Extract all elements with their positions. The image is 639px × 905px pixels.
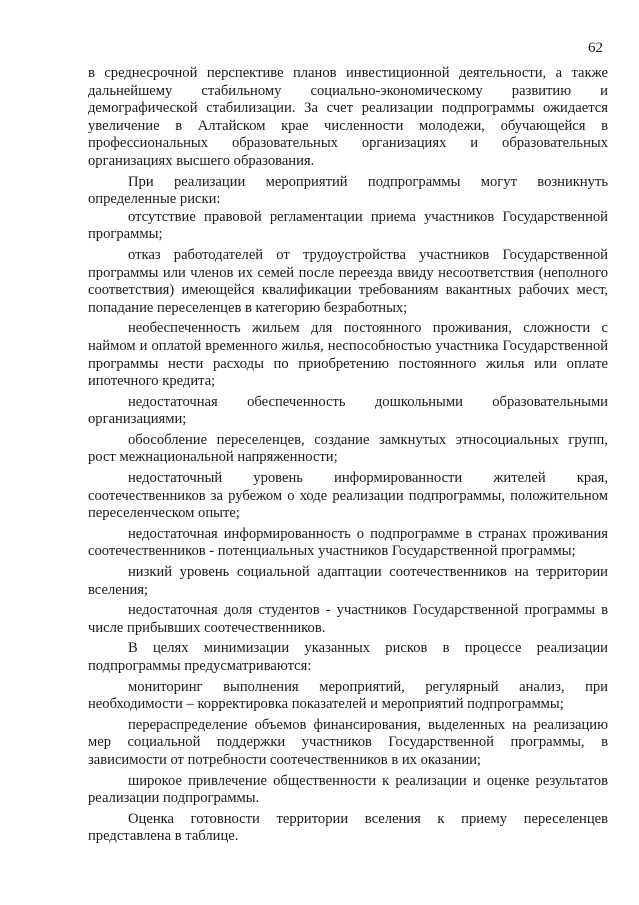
list-item: обособление переселенцев, создание замкнутых этносоциальных групп, рост межнациональной напряженности; xyxy=(88,431,608,466)
list-item: недостаточная доля студентов - участников Государственной программы в числе прибывших соотечественников. xyxy=(88,602,608,636)
paragraph: В целях минимизации указанных рисков в процессе реализации подпрограммы предусматриваются: xyxy=(88,640,608,674)
list-item: необеспеченность жильем для постоянного проживания, сложности с наймом и оплатой временного жилья, неспособностью участника Государственной программы нести расходы по приобретению постоянного жилья или оплате ипотечного кредита; xyxy=(88,320,608,390)
page-number: 62 xyxy=(588,40,603,56)
paragraph: При реализации мероприятий подпрограммы могут возникнуть определенные риски: xyxy=(88,173,608,208)
paragraph: в среднесрочной перспективе планов инвестиционной деятельности, а также дальнейшему стабильному социально-экономическому развитию и демографической стабилизации. За счет реализации подпрограммы ожидается увеличение в Алтайском крае численности молодежи, обучающейся в профессиональных образовательных организациях и образовательных организациях высшего образования. xyxy=(88,65,608,169)
list-item: отсутствие правовой регламентации приема участников Государственной программы; xyxy=(88,208,608,243)
list-item: мониторинг выполнения мероприятий, регулярный анализ, при необходимости – корректировка показателей и мероприятий подпрограммы; xyxy=(88,678,608,713)
list-item: низкий уровень социальной адаптации соотечественников на территории вселения; xyxy=(88,564,608,598)
list-item: недостаточная информированность о подпрограмме в странах проживания соотечественников - потенциальных участников Государственной программы; xyxy=(88,525,608,560)
list-item: отказ работодателей от трудоустройства участников Государственной программы или членов их семей после переезда ввиду несоответствия (неполного соответствия) имеющейся квалификации требованиям вакантных рабочих мест, попадание переселенцев в категорию безработных; xyxy=(88,246,608,316)
paragraph: Оценка готовности территории вселения к приему переселенцев представлена в таблице. xyxy=(88,810,608,845)
list-item: недостаточный уровень информированности жителей края, соотечественников за рубежом о ходе реализации подпрограммы, положительном переселенческом опыте; xyxy=(88,470,608,522)
list-item: недостаточная обеспеченность дошкольными образовательными организациями; xyxy=(88,393,608,428)
list-item: широкое привлечение общественности к реализации и оценке результатов реализации подпрограммы. xyxy=(88,772,608,807)
document-body xyxy=(88,65,608,846)
list-item: перераспределение объемов финансирования, выделенных на реализацию мер социальной поддержки участников Государственной программы, в зависимости от потребности соотечественников в их оказании; xyxy=(88,716,608,768)
